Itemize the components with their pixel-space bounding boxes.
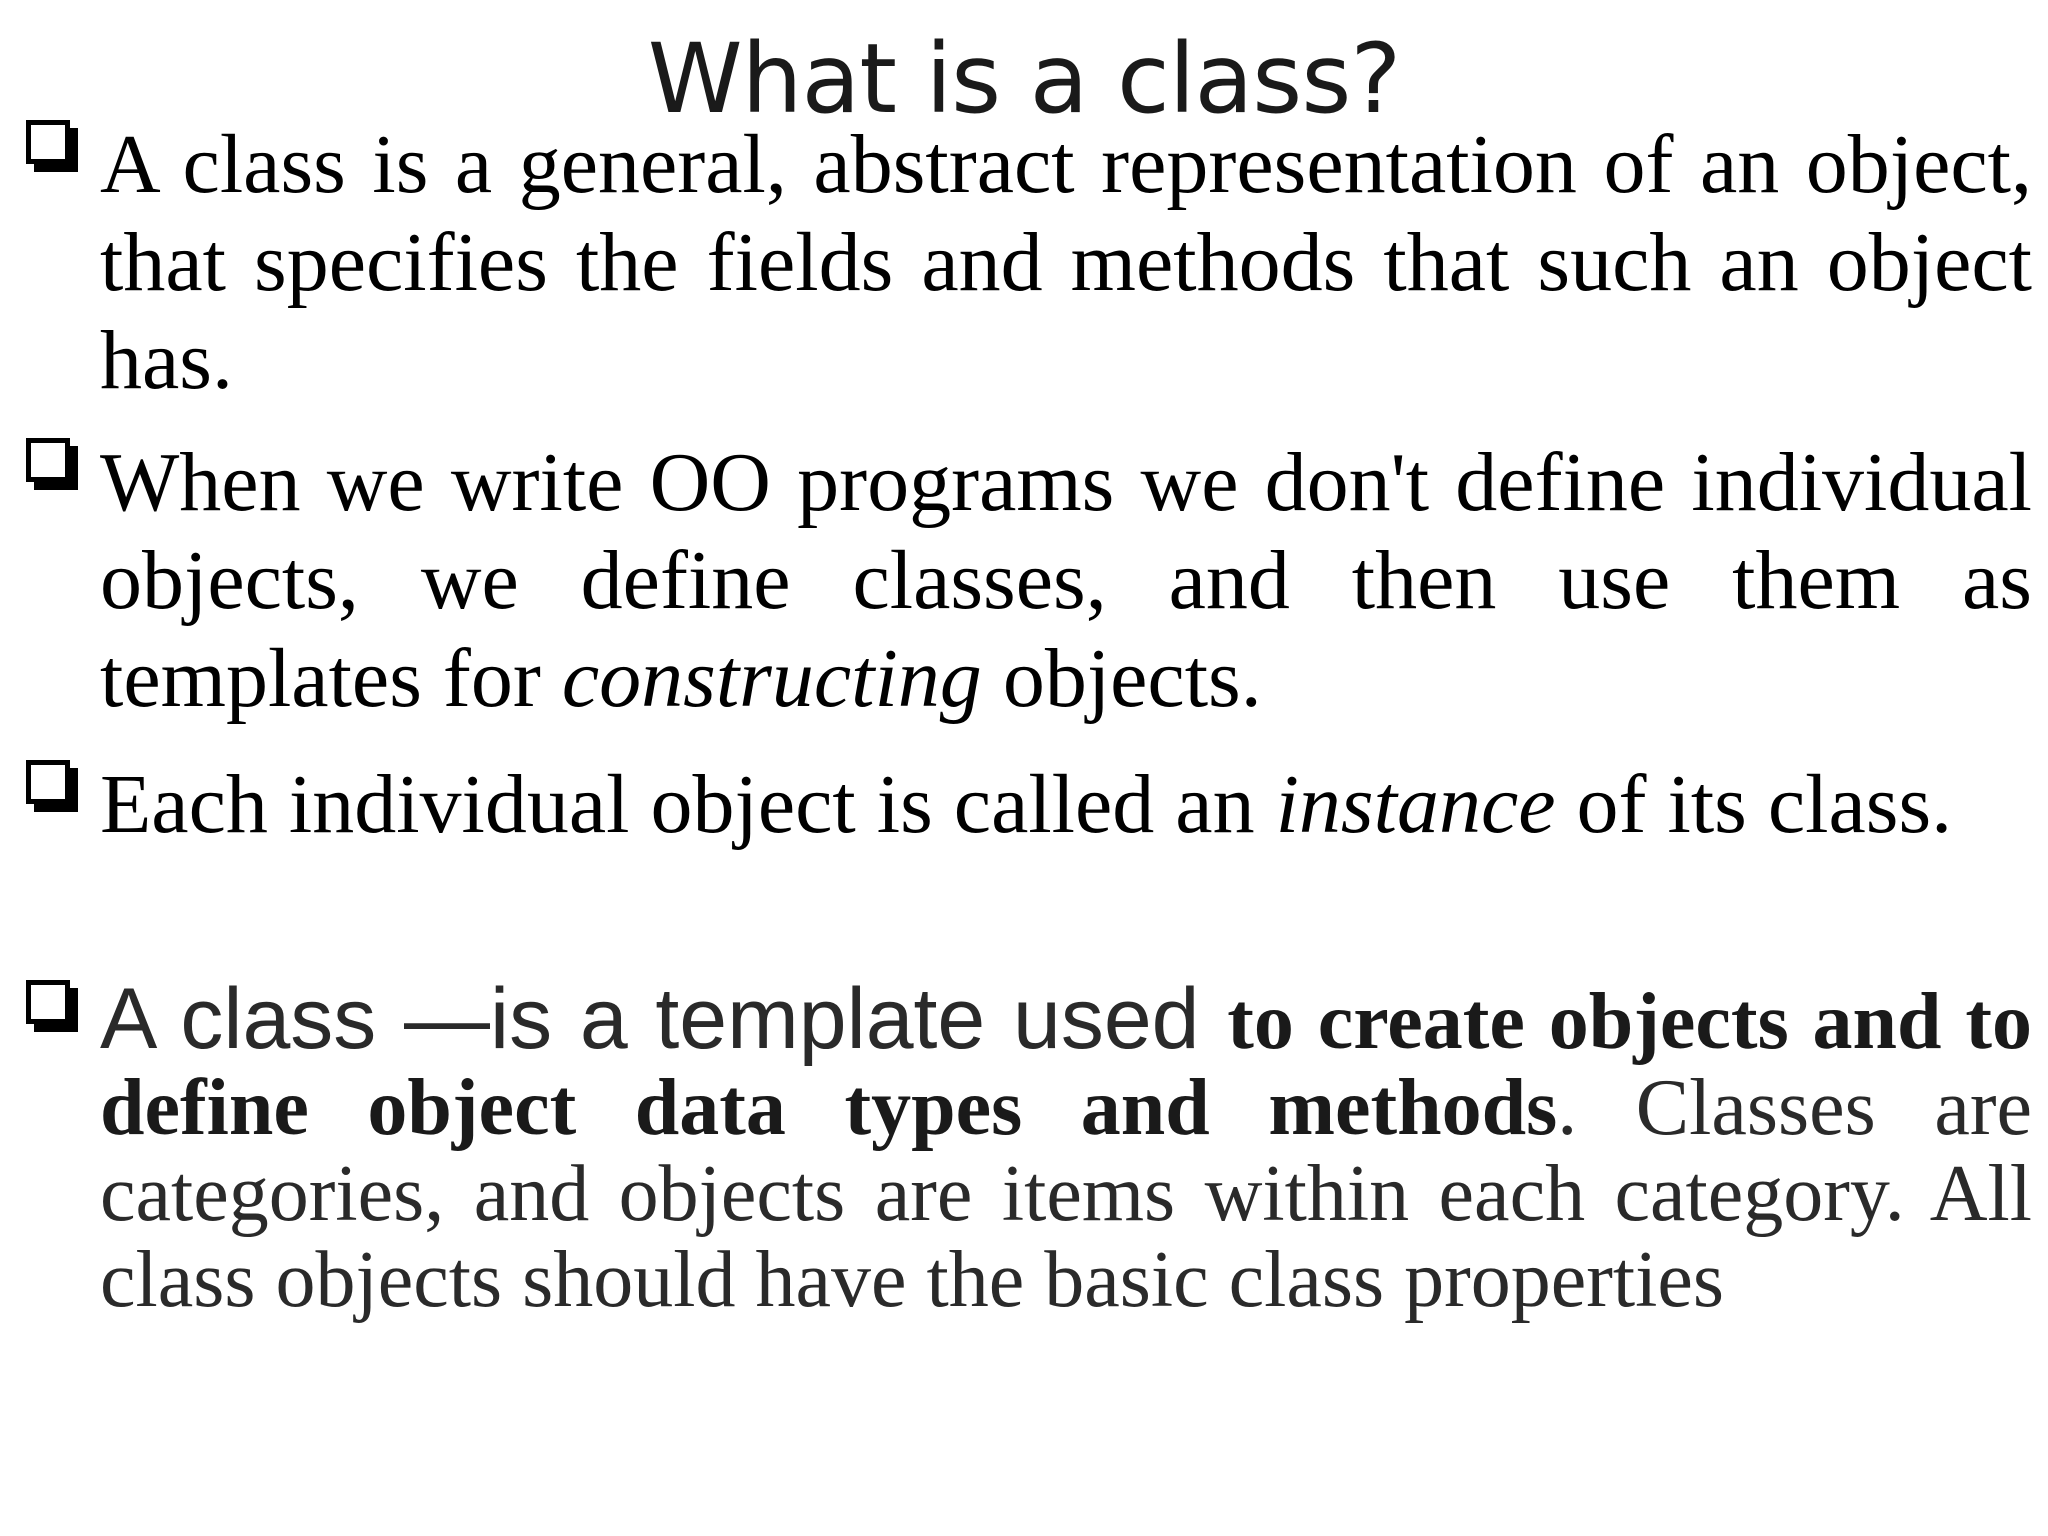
- bullet-3-italic: instance: [1275, 758, 1556, 851]
- square-checkbox-bullet-icon: [24, 118, 80, 174]
- square-checkbox-bullet-icon: [24, 436, 80, 492]
- bullet-4-rest: . Classes are categories, and objects are items within each category. All class objects should have the basic class properties: [100, 1064, 2033, 1324]
- bullet-1-content: A class is a general, abstract representation of an object, that specifies the fields and methods that such an object has.: [100, 118, 2032, 407]
- bullet-2-text: [100, 434, 2032, 728]
- bullet-3-text: [100, 756, 2032, 854]
- bullet-3-pre: Each individual object is called an: [100, 758, 1276, 851]
- bullet-2-post: objects.: [981, 632, 1262, 725]
- bullet-4-text: [100, 971, 2033, 1324]
- bullet-3-post: of its class.: [1555, 758, 1953, 851]
- slide-title: What is a class?: [647, 23, 1401, 135]
- bullet-4-bold: to create objects and to define object data types and methods: [100, 978, 2033, 1152]
- bullet-2-pre: When we write OO programs we don't define individual objects, we define classes, and then use them as templates for: [100, 436, 2032, 725]
- bullet-2-italic: constructing: [561, 632, 982, 725]
- bullet-4-sans: A class —is a template used: [100, 971, 1228, 1067]
- square-checkbox-bullet-icon: [24, 758, 80, 814]
- bullet-1-text: [100, 116, 2032, 410]
- square-checkbox-bullet-icon: [24, 978, 80, 1034]
